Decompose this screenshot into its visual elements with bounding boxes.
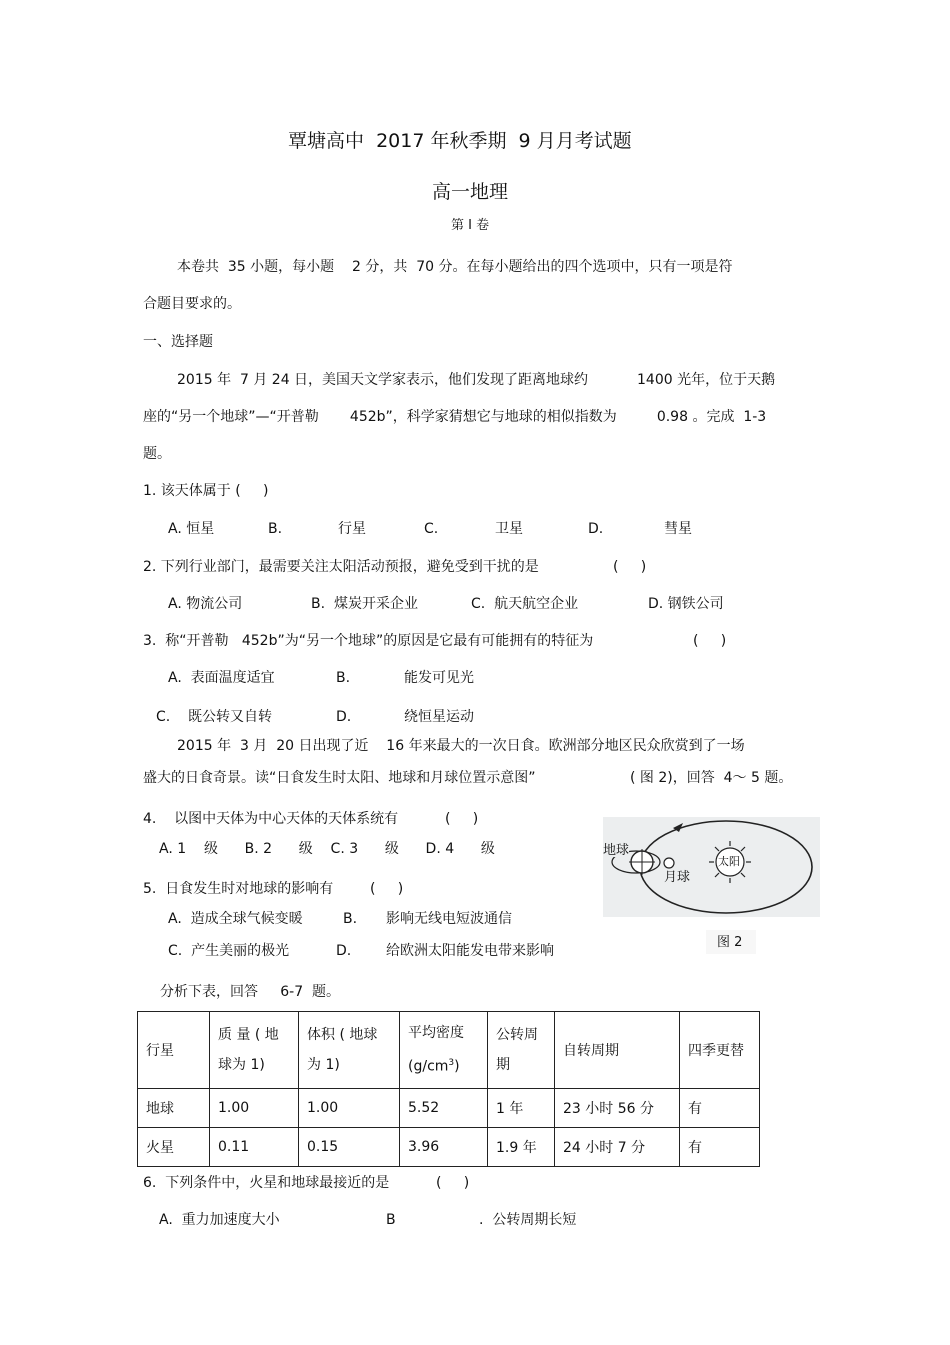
passage1-line-2: 座的“另一个地球”—“开普勒 452b”，科学家猜想它与地球的相似指数为 0.98 。完成 1-3 (143, 409, 767, 425)
q3-option-c: C. 既公转又自转 (156, 709, 273, 725)
q1-option-d-text: 彗星 (664, 521, 692, 537)
header-rotation: 自转周期 (555, 1012, 680, 1089)
q5-option-b-text: 影响无线电短波通信 (386, 911, 512, 927)
table-row (138, 1128, 760, 1167)
header-volume: 体积 ( 地球 为 1) (307, 1027, 378, 1073)
cell-rotation: 23 小时 56 分 (555, 1089, 680, 1128)
passage1-line-3: 题。 (143, 446, 171, 462)
q2-stem: 2. 下列行业部门，最需要关注太阳活动预报，避免受到干扰的是 (143, 559, 539, 575)
q5-option-c: C. 产生美丽的极光 (168, 943, 290, 959)
q6-stem: 6. 下列条件中，火星和地球最接近的是 (143, 1175, 390, 1191)
passage1-line-1: 2015 年 7 月 24 日，美国天文学家表示，他们发现了距离地球约 1400 光年，位于天鹅 (177, 372, 776, 388)
cell-volume: 0.15 (299, 1128, 400, 1167)
q6-option-b-letter: B (386, 1212, 396, 1228)
cell-density: 3.96 (400, 1128, 488, 1167)
q3-option-d-text: 绕恒星运动 (404, 709, 474, 725)
q3-stem: 3. 称“开普勒 452b”为“另一个地球”的原因是它最有可能拥有的特征为 (143, 633, 594, 649)
cell-rotation: 24 小时 7 分 (555, 1128, 680, 1167)
cell-seasons: 有 (680, 1128, 760, 1167)
moon-label: 月球 (664, 870, 691, 885)
cell-volume: 1.00 (299, 1089, 400, 1128)
q4-answer-paren: ( ) (445, 811, 479, 827)
table-row (138, 1089, 760, 1128)
q1-stem: 1. 该天体属于 ( ) (143, 483, 269, 499)
exam-title: 覃塘高中 2017 年秋季期 9 月月考试题 (288, 130, 632, 152)
cell-planet: 火星 (138, 1128, 210, 1167)
table-intro: 分析下表，回答 6-7 题。 (160, 984, 341, 1000)
cell-density: 5.52 (400, 1089, 488, 1128)
intro-line-2: 合题目要求的。 (143, 296, 241, 312)
q3-answer-paren: ( ) (693, 633, 727, 649)
q1-option-c-letter: C. (424, 521, 439, 537)
cell-mass: 0.11 (210, 1128, 299, 1167)
cell-seasons: 有 (680, 1089, 760, 1128)
passage2-line-1: 2015 年 3 月 20 日出现了近 16 年来最大的一次日食。欧洲部分地区民众欣赏到了一场 (177, 738, 745, 754)
q3-option-b-letter: B. (336, 670, 351, 686)
moon-icon (664, 858, 674, 868)
q3-option-b-text: 能发可见光 (404, 670, 474, 686)
cell-mass: 1.00 (210, 1089, 299, 1128)
sun-label: 太阳 (718, 855, 740, 868)
q1-option-a: A. 恒星 (168, 521, 215, 537)
header-seasons: 四季更替 (680, 1012, 760, 1089)
header-density: 平均密度 (g/cm (408, 1025, 464, 1075)
planet-comparison-table (137, 1011, 760, 1167)
q6-option-a: A. 重力加速度大小 (159, 1212, 280, 1228)
cell-revolution: 1 年 (488, 1089, 555, 1128)
q1-option-c-text: 卫星 (495, 521, 523, 537)
q1-option-b-text: 行星 (338, 521, 366, 537)
cell-revolution: 1.9 年 (488, 1128, 555, 1167)
q2-answer-paren: ( ) (613, 559, 647, 575)
q5-answer-paren: ( ) (370, 881, 404, 897)
intro-line-1: 本卷共 35 小题，每小题 2 分，共 70 分。在每小题给出的四个选项中，只有一项是符 (177, 259, 733, 275)
q3-option-d-letter: D. (336, 709, 352, 725)
q4-options: A. 1 级 B. 2 级 C. 3 级 D. 4 级 (159, 841, 495, 857)
orbit-diagram-svg (603, 817, 820, 917)
volume-label: 第 Ⅰ 卷 (451, 218, 490, 233)
figure-caption-box (706, 930, 756, 954)
header-density-close: ) (454, 1058, 460, 1075)
q2-option-d: D. 钢铁公司 (648, 596, 724, 612)
q4-stem: 4. 以图中天体为中心天体的天体系统有 (143, 811, 399, 827)
header-mass: 质 量 ( 地 球为 1) (218, 1027, 279, 1073)
passage2-line-2: 盛大的日食奇景。读“日食发生时太阳、地球和月球位置示意图” (143, 770, 536, 786)
header-planet: 行星 (138, 1012, 210, 1089)
q6-option-b-text: . 公转周期长短 (479, 1212, 577, 1228)
header-density-sup: 3 (448, 1058, 455, 1069)
q5-option-b-letter: B. (343, 911, 358, 927)
solar-eclipse-diagram (603, 817, 820, 917)
cell-planet: 地球 (138, 1089, 210, 1128)
q5-stem: 5. 日食发生时对地球的影响有 (143, 881, 334, 897)
q1-option-d-letter: D. (588, 521, 604, 537)
section-heading: 一、选择题 (143, 334, 213, 350)
q6-answer-paren: ( ) (436, 1175, 470, 1191)
exam-subtitle: 高一地理 (432, 181, 509, 203)
q5-option-d-letter: D. (336, 943, 352, 959)
passage2-line-2-ref: ( 图 2)，回答 4～ 5 题。 (630, 770, 793, 786)
earth-label: 地球 (603, 843, 630, 858)
table-header-row (138, 1012, 760, 1089)
q5-option-d-text: 给欧洲太阳能发电带来影响 (386, 943, 554, 959)
q2-option-b: B. 煤炭开采企业 (311, 596, 418, 612)
header-revolution: 公转周 期 (496, 1027, 538, 1073)
figure-caption: 图 2 (717, 935, 743, 950)
q1-option-b-letter: B. (268, 521, 283, 537)
q5-option-a: A. 造成全球气候变暖 (168, 911, 303, 927)
q2-option-c: C. 航天航空企业 (471, 596, 579, 612)
q3-option-a: A. 表面温度适宜 (168, 670, 275, 686)
q2-option-a: A. 物流公司 (168, 596, 243, 612)
